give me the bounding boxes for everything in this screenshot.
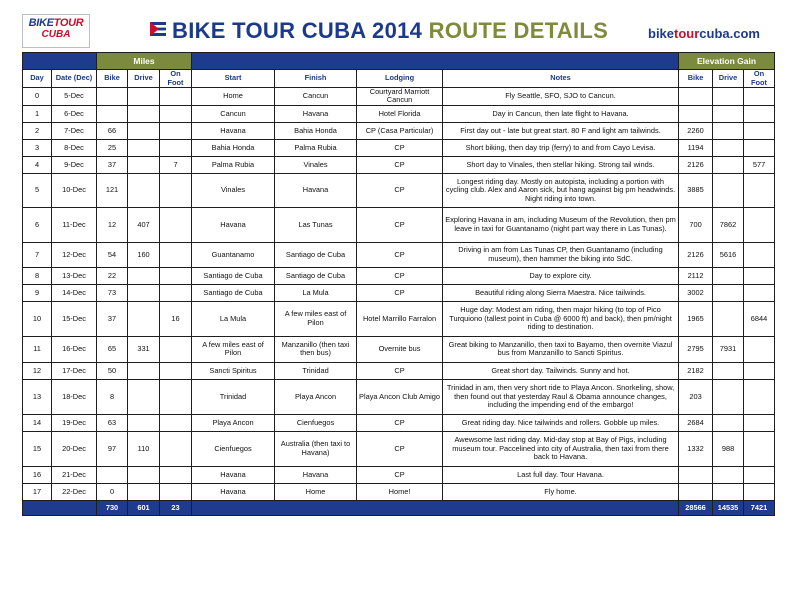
cell-date: 8-Dec: [52, 139, 97, 156]
total-drive: 601: [128, 500, 160, 515]
cell-lodging: CP: [357, 207, 443, 242]
cell-edrive: [713, 88, 744, 106]
cell-drive: 160: [128, 242, 160, 267]
cell-lodging: CP: [357, 466, 443, 483]
band-blank-center: [192, 53, 679, 70]
col-elev-drive-header: Drive: [713, 70, 744, 88]
cell-date: 14-Dec: [52, 284, 97, 301]
cell-edrive: [713, 139, 744, 156]
page-title: BIKE TOUR CUBA 2014 ROUTE DETAILS: [172, 18, 609, 43]
cell-bike: 97: [97, 431, 128, 466]
cell-edrive: [713, 122, 744, 139]
cell-date: 12-Dec: [52, 242, 97, 267]
cell-start: Vinales: [192, 173, 275, 207]
cell-ebike: [679, 105, 713, 122]
cell-day: 16: [23, 466, 52, 483]
cell-notes: Great riding day. Nice tailwinds and rollers. Gobble up miles.: [443, 414, 679, 431]
table-row: [23, 139, 775, 156]
cell-start: Bahia Honda: [192, 139, 275, 156]
cell-drive: 331: [128, 336, 160, 362]
cell-bike: 65: [97, 336, 128, 362]
cell-lodging: CP (Casa Particular): [357, 122, 443, 139]
cell-finish: Cienfuegos: [275, 414, 357, 431]
cell-finish: Santiago de Cuba: [275, 242, 357, 267]
band-blank-left: [23, 53, 97, 70]
cell-efoot: [744, 414, 775, 431]
cell-start: Palma Rubia: [192, 156, 275, 173]
cell-day: 4: [23, 156, 52, 173]
cell-date: 5-Dec: [52, 88, 97, 106]
cell-day: 6: [23, 207, 52, 242]
table-row: [23, 105, 775, 122]
cell-foot: [160, 483, 192, 500]
cell-bike: [97, 88, 128, 106]
col-lodging-header: Lodging: [357, 70, 443, 88]
cell-foot: [160, 207, 192, 242]
cell-ebike: [679, 483, 713, 500]
cell-bike: 73: [97, 284, 128, 301]
cell-bike: 121: [97, 173, 128, 207]
cell-bike: 66: [97, 122, 128, 139]
cell-efoot: [744, 122, 775, 139]
table-row: [23, 379, 775, 414]
col-bike-miles-header: Bike: [97, 70, 128, 88]
cell-bike: 63: [97, 414, 128, 431]
cell-drive: [128, 284, 160, 301]
cell-start: Guantanamo: [192, 242, 275, 267]
cuba-flag-icon: [150, 22, 166, 36]
cell-efoot: [744, 267, 775, 284]
cell-lodging: CP: [357, 431, 443, 466]
cell-date: 11-Dec: [52, 207, 97, 242]
table-row: [23, 173, 775, 207]
cell-efoot: [744, 379, 775, 414]
cell-date: 18-Dec: [52, 379, 97, 414]
cell-ebike: 2112: [679, 267, 713, 284]
cell-lodging: CP: [357, 267, 443, 284]
cell-lodging: CP: [357, 362, 443, 379]
cell-foot: [160, 362, 192, 379]
cell-start: Home: [192, 88, 275, 106]
cell-bike: 12: [97, 207, 128, 242]
cell-edrive: [713, 362, 744, 379]
cell-drive: [128, 88, 160, 106]
cell-foot: [160, 88, 192, 106]
website-link[interactable]: biketourcuba.com: [648, 26, 760, 41]
cell-drive: [128, 122, 160, 139]
cell-edrive: [713, 267, 744, 284]
cell-bike: 37: [97, 301, 128, 336]
cell-edrive: [713, 156, 744, 173]
cell-edrive: 7931: [713, 336, 744, 362]
cell-drive: [128, 301, 160, 336]
cell-date: 20-Dec: [52, 431, 97, 466]
cell-drive: [128, 173, 160, 207]
cell-edrive: 7862: [713, 207, 744, 242]
cell-notes: Short biking, then day trip (ferry) to and from Cayo Levisa.: [443, 139, 679, 156]
cell-foot: [160, 105, 192, 122]
cell-efoot: 577: [744, 156, 775, 173]
cell-notes: Huge day: Modest am riding, then major hiking (to top of Pico Turquiono (tallest point in Cuba @ 6000 ft) and back), then pm/night riding to destination.: [443, 301, 679, 336]
table-row: [23, 483, 775, 500]
cell-bike: 22: [97, 267, 128, 284]
cell-foot: 16: [160, 301, 192, 336]
cell-efoot: [744, 483, 775, 500]
cell-drive: [128, 379, 160, 414]
cell-ebike: 3002: [679, 284, 713, 301]
cell-ebike: [679, 466, 713, 483]
cell-ebike: [679, 88, 713, 106]
cell-foot: [160, 466, 192, 483]
cell-drive: 110: [128, 431, 160, 466]
cell-foot: [160, 431, 192, 466]
cell-finish: Vinales: [275, 156, 357, 173]
table-row: [23, 88, 775, 106]
cell-day: 12: [23, 362, 52, 379]
cell-date: 17-Dec: [52, 362, 97, 379]
cell-drive: [128, 139, 160, 156]
cell-edrive: [713, 466, 744, 483]
cell-efoot: [744, 139, 775, 156]
total-foot: 23: [160, 500, 192, 515]
cell-date: 19-Dec: [52, 414, 97, 431]
cell-bike: 54: [97, 242, 128, 267]
cell-finish: Havana: [275, 105, 357, 122]
cell-drive: [128, 466, 160, 483]
cell-date: 7-Dec: [52, 122, 97, 139]
total-elev-bike: 28566: [679, 500, 713, 515]
cell-efoot: [744, 242, 775, 267]
cell-foot: [160, 173, 192, 207]
cell-notes: Great biking to Manzanillo, then taxi to Bayamo, then overnite Viazul bus from Manzanillo to Sancti Spiritus.: [443, 336, 679, 362]
cell-finish: La Mula: [275, 284, 357, 301]
cell-foot: 7: [160, 156, 192, 173]
cell-day: 17: [23, 483, 52, 500]
route-table: [22, 52, 775, 516]
elevation-band: Elevation Gain: [679, 53, 775, 70]
cell-foot: [160, 379, 192, 414]
cell-finish: Home: [275, 483, 357, 500]
totals-row: [23, 500, 775, 515]
cell-efoot: 6844: [744, 301, 775, 336]
table-row: [23, 122, 775, 139]
cell-notes: Beautiful riding along Sierra Maestra. Nice tailwinds.: [443, 284, 679, 301]
cell-efoot: [744, 336, 775, 362]
cell-notes: Trinidad in am, then very short ride to Playa Ancon. Snorkeling, show, then found out that yesterday Raul & Obama announce changes, including the impending end of the embargo!: [443, 379, 679, 414]
cell-date: 10-Dec: [52, 173, 97, 207]
cell-finish: Australia (then taxi to Havana): [275, 431, 357, 466]
cell-efoot: [744, 431, 775, 466]
cell-date: 21-Dec: [52, 466, 97, 483]
cell-ebike: 2795: [679, 336, 713, 362]
cell-bike: 25: [97, 139, 128, 156]
cell-drive: [128, 362, 160, 379]
table-row: [23, 207, 775, 242]
cell-lodging: Hotel Marrillo Farralon: [357, 301, 443, 336]
cell-day: 2: [23, 122, 52, 139]
cell-date: 16-Dec: [52, 336, 97, 362]
cell-edrive: [713, 284, 744, 301]
cell-efoot: [744, 173, 775, 207]
col-elev-foot-header: On Foot: [744, 70, 775, 88]
cell-day: 3: [23, 139, 52, 156]
cell-lodging: Playa Ancon Club Amigo: [357, 379, 443, 414]
cell-edrive: [713, 483, 744, 500]
cell-finish: Havana: [275, 466, 357, 483]
cell-bike: 0: [97, 483, 128, 500]
cell-finish: Bahia Honda: [275, 122, 357, 139]
cell-finish: Santiago de Cuba: [275, 267, 357, 284]
cell-notes: Day to explore city.: [443, 267, 679, 284]
cell-edrive: [713, 414, 744, 431]
cell-day: 0: [23, 88, 52, 106]
table-row: [23, 242, 775, 267]
table-row: [23, 284, 775, 301]
cell-day: 13: [23, 379, 52, 414]
cell-start: Santiago de Cuba: [192, 284, 275, 301]
cell-foot: [160, 414, 192, 431]
cell-date: 6-Dec: [52, 105, 97, 122]
cell-lodging: Hotel Florida: [357, 105, 443, 122]
table-row: [23, 267, 775, 284]
cell-notes: First day out - late but great start. 80 F and light am tailwinds.: [443, 122, 679, 139]
table-row: [23, 156, 775, 173]
total-bike: 730: [97, 500, 128, 515]
cell-lodging: CP: [357, 173, 443, 207]
table-row: [23, 362, 775, 379]
cell-ebike: 1332: [679, 431, 713, 466]
cell-lodging: CP: [357, 242, 443, 267]
cell-finish: A few miles east of Pilon: [275, 301, 357, 336]
cell-start: Sancti Spiritus: [192, 362, 275, 379]
cell-start: Havana: [192, 483, 275, 500]
cell-drive: [128, 267, 160, 284]
cell-ebike: 2260: [679, 122, 713, 139]
cell-date: 9-Dec: [52, 156, 97, 173]
cell-efoot: [744, 105, 775, 122]
cell-lodging: Overnite bus: [357, 336, 443, 362]
cell-ebike: 2126: [679, 156, 713, 173]
cell-ebike: 1965: [679, 301, 713, 336]
cell-foot: [160, 267, 192, 284]
cell-lodging: CP: [357, 139, 443, 156]
cell-finish: Playa Ancon: [275, 379, 357, 414]
cell-lodging: CP: [357, 284, 443, 301]
col-date-header: Date (Dec): [52, 70, 97, 88]
cell-start: Havana: [192, 466, 275, 483]
cell-start: Cancun: [192, 105, 275, 122]
cell-drive: [128, 156, 160, 173]
cell-edrive: [713, 105, 744, 122]
col-notes-header: Notes: [443, 70, 679, 88]
cell-efoot: [744, 284, 775, 301]
cell-foot: [160, 336, 192, 362]
cell-start: Cienfuegos: [192, 431, 275, 466]
table-row: [23, 414, 775, 431]
cell-day: 1: [23, 105, 52, 122]
cell-drive: 407: [128, 207, 160, 242]
col-drive-miles-header: Drive: [128, 70, 160, 88]
table-row: [23, 336, 775, 362]
total-elev-foot: 7421: [744, 500, 775, 515]
cell-notes: Exploring Havana in am, including Museum of the Revolution, then pm leave in taxi for Guantanamo (night part way there in Las Tunas).: [443, 207, 679, 242]
cell-ebike: 2126: [679, 242, 713, 267]
table-row: [23, 301, 775, 336]
cell-efoot: [744, 466, 775, 483]
cell-notes: Awewsome last riding day. Mid-day stop at Bay of Pigs, including museum tour. Paccelined into city of Australia, then taxi from there back to Havana.: [443, 431, 679, 466]
cell-ebike: 2182: [679, 362, 713, 379]
cell-day: 5: [23, 173, 52, 207]
cell-finish: Las Tunas: [275, 207, 357, 242]
cell-start: A few miles east of Pilon: [192, 336, 275, 362]
cell-efoot: [744, 88, 775, 106]
cell-start: Havana: [192, 207, 275, 242]
cell-start: Playa Ancon: [192, 414, 275, 431]
cell-lodging: Courtyard Marriott Cancun: [357, 88, 443, 106]
cell-day: 7: [23, 242, 52, 267]
cell-day: 9: [23, 284, 52, 301]
cell-efoot: [744, 207, 775, 242]
cell-drive: [128, 414, 160, 431]
table-row: [23, 466, 775, 483]
cell-notes: Fly Seattle, SFO, SJO to Cancun.: [443, 88, 679, 106]
cell-notes: Day in Cancun, then late flight to Havana.: [443, 105, 679, 122]
cell-day: 8: [23, 267, 52, 284]
cell-day: 15: [23, 431, 52, 466]
cell-edrive: [713, 379, 744, 414]
cell-notes: Great short day. Tailwinds. Sunny and hot.: [443, 362, 679, 379]
cell-notes: Longest riding day. Mostly on autopista, including a portion with cycling club. Alex and Aaron sick, but hang against big pm headwinds. Night riding into town.: [443, 173, 679, 207]
cell-date: 15-Dec: [52, 301, 97, 336]
cell-notes: Last full day. Tour Havana.: [443, 466, 679, 483]
col-start-header: Start: [192, 70, 275, 88]
cell-date: 13-Dec: [52, 267, 97, 284]
cell-foot: [160, 122, 192, 139]
column-header-row: [23, 70, 775, 88]
cell-drive: [128, 483, 160, 500]
total-elev-drive: 14535: [713, 500, 744, 515]
miles-band: Miles: [97, 53, 192, 70]
cell-lodging: CP: [357, 414, 443, 431]
cell-finish: Cancun: [275, 88, 357, 106]
cell-day: 14: [23, 414, 52, 431]
col-finish-header: Finish: [275, 70, 357, 88]
cell-bike: 50: [97, 362, 128, 379]
cell-edrive: 5616: [713, 242, 744, 267]
col-elev-bike-header: Bike: [679, 70, 713, 88]
cell-notes: Fly home.: [443, 483, 679, 500]
cell-start: La Mula: [192, 301, 275, 336]
cell-ebike: 1194: [679, 139, 713, 156]
col-foot-miles-header: On Foot: [160, 70, 192, 88]
cell-foot: [160, 284, 192, 301]
cell-ebike: 3885: [679, 173, 713, 207]
cell-ebike: 2684: [679, 414, 713, 431]
col-day-header: Day: [23, 70, 52, 88]
cell-bike: 8: [97, 379, 128, 414]
cell-foot: [160, 242, 192, 267]
cell-edrive: 988: [713, 431, 744, 466]
cell-notes: Driving in am from Las Tunas CP, then Guantanamo (including museum), then hammer the biking into SdC.: [443, 242, 679, 267]
cell-efoot: [744, 362, 775, 379]
cell-lodging: CP: [357, 156, 443, 173]
cell-bike: [97, 466, 128, 483]
cell-finish: Palma Rubia: [275, 139, 357, 156]
cell-ebike: 203: [679, 379, 713, 414]
cell-start: Havana: [192, 122, 275, 139]
cell-finish: Manzanillo (then taxi then bus): [275, 336, 357, 362]
cell-drive: [128, 105, 160, 122]
cell-bike: [97, 105, 128, 122]
cell-day: 11: [23, 336, 52, 362]
cell-bike: 37: [97, 156, 128, 173]
table-row: [23, 431, 775, 466]
cell-start: Santiago de Cuba: [192, 267, 275, 284]
cell-day: 10: [23, 301, 52, 336]
cell-edrive: [713, 301, 744, 336]
cell-finish: Havana: [275, 173, 357, 207]
brand-logo: BIKETOUR CUBA: [22, 14, 90, 48]
cell-date: 22-Dec: [52, 483, 97, 500]
cell-notes: Short day to Vinales, then stellar hiking. Strong tail winds.: [443, 156, 679, 173]
cell-lodging: Home!: [357, 483, 443, 500]
cell-ebike: 700: [679, 207, 713, 242]
cell-foot: [160, 139, 192, 156]
cell-start: Trinidad: [192, 379, 275, 414]
cell-edrive: [713, 173, 744, 207]
cell-finish: Trinidad: [275, 362, 357, 379]
